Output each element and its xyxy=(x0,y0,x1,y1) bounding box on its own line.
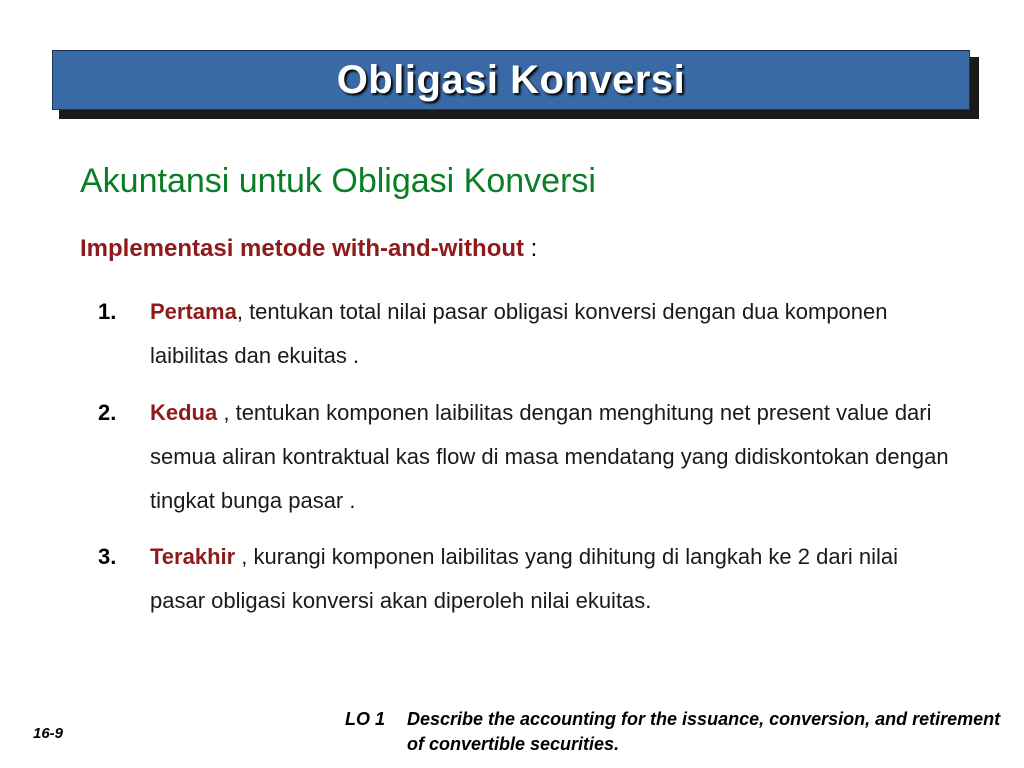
step-body xyxy=(150,535,950,623)
step-text: , kurangi komponen laibilitas yang dihitung di langkah ke 2 dari nilai pasar obligasi konversi akan diperoleh nilai ekuitas. xyxy=(150,544,899,613)
list-item-step-3 xyxy=(98,535,958,623)
section-heading: Akuntansi untuk Obligasi Konversi xyxy=(80,162,596,200)
step-lead: Terakhir xyxy=(150,544,236,569)
step-body xyxy=(150,391,950,523)
step-body xyxy=(150,290,950,378)
learning-objective-text: Describe the accounting for the issuance, conversion, and retirement of convertible securities. xyxy=(407,709,1001,754)
method-colon: : xyxy=(524,235,538,262)
step-lead: Pertama xyxy=(150,299,237,324)
method-heading xyxy=(80,235,537,263)
learning-objective xyxy=(345,707,1007,757)
step-text: , tentukan komponen laibilitas dengan menghitung net present value dari semua aliran kontraktual kas flow di masa mendatang yang didiskontokan dengan tingkat bunga pasar . xyxy=(150,400,949,513)
learning-objective-label: LO 1 xyxy=(345,709,386,729)
title-bar xyxy=(52,50,970,110)
list-item-step-2 xyxy=(98,391,958,523)
method-label: Implementasi metode with-and-without xyxy=(80,235,525,262)
step-number: 2. xyxy=(98,400,117,425)
page-number: 16-9 xyxy=(33,725,64,742)
step-lead: Kedua xyxy=(150,400,218,425)
slide-title: Obligasi Konversi xyxy=(336,57,686,102)
step-text: , tentukan total nilai pasar obligasi konversi dengan dua komponen laibilitas dan ekuitas . xyxy=(150,299,888,368)
step-number: 3. xyxy=(98,544,117,569)
list-item-step-1 xyxy=(98,290,958,378)
step-number: 1. xyxy=(98,299,117,324)
